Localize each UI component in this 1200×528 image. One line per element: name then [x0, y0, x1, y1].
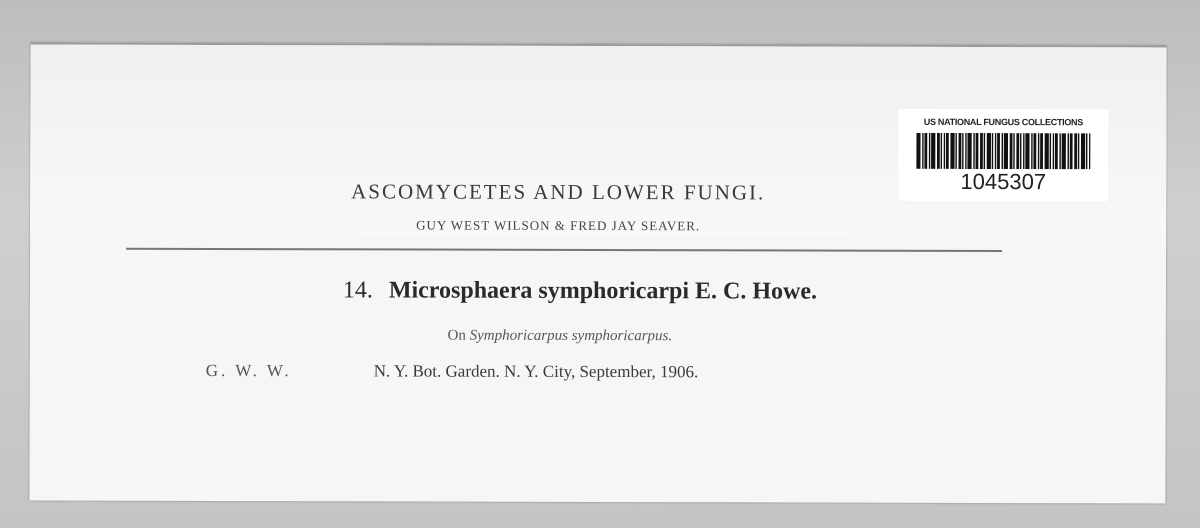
barcode-bar	[980, 133, 983, 169]
barcode-bar	[937, 133, 940, 169]
barcode-bar	[967, 133, 971, 169]
barcode-bar	[931, 133, 935, 169]
barcode-bar	[962, 133, 963, 169]
barcode-bar	[950, 133, 954, 169]
barcode-bar	[1059, 133, 1060, 169]
locality-date: N. Y. Bot. Garden. N. Y. City, September, 1906.	[373, 361, 699, 382]
barcode-bar	[1050, 133, 1051, 169]
divider-rule	[126, 248, 1002, 252]
barcode-bar	[922, 133, 923, 169]
barcode-bar	[1038, 133, 1039, 169]
barcode-bar	[955, 133, 956, 169]
barcode-bar	[1062, 133, 1066, 169]
barcode-bar	[946, 133, 949, 169]
specimen-label	[29, 43, 1166, 504]
barcode-bar	[1002, 133, 1003, 169]
species-name: Microsphaera symphoricarpi E. C. Howe.	[388, 277, 818, 305]
barcode-bar	[1010, 133, 1013, 169]
barcode-bar	[1013, 133, 1014, 169]
barcode-bar	[1086, 133, 1087, 169]
barcode-bar	[1023, 133, 1024, 169]
barcode-bar	[1078, 133, 1079, 169]
series-authors: GUY WEST WILSON & FRED JAY SEAVER.	[416, 217, 701, 234]
barcode-bar	[984, 133, 985, 169]
host-name: Symphoricarpus symphoricarpus.	[469, 327, 673, 345]
barcode-bar	[1081, 133, 1085, 169]
barcode-bar	[929, 133, 930, 169]
barcode-bar	[976, 133, 979, 169]
host-prefix: On	[447, 327, 466, 344]
barcode-bar	[1070, 133, 1073, 169]
barcode-bar	[1016, 133, 1019, 169]
barcode-bar	[916, 133, 920, 169]
collector-initials: G. W. W.	[205, 360, 292, 381]
barcode-bar	[1004, 133, 1008, 169]
barcode-bar	[958, 133, 961, 169]
barcode-bar	[997, 133, 1000, 169]
barcode-bar	[965, 133, 966, 169]
series-title: ASCOMYCETES AND LOWER FUNGI.	[351, 179, 766, 205]
species-line	[30, 277, 1130, 307]
barcode-bar	[995, 133, 996, 169]
barcode-caption: US NATIONAL FUNGUS COLLECTIONS	[923, 116, 1083, 128]
barcode-bar	[1033, 133, 1036, 169]
specimen-number: 14.	[342, 277, 373, 304]
barcode-icon	[916, 133, 1090, 169]
barcode-bar	[987, 133, 991, 169]
barcode-bar	[1055, 133, 1058, 169]
barcode-bar	[992, 133, 993, 169]
barcode-number: 1045307	[960, 168, 1047, 195]
barcode-bar	[1089, 133, 1090, 169]
barcode-bar	[1025, 133, 1029, 169]
barcode-bar	[1020, 133, 1021, 169]
host-line	[30, 327, 1090, 347]
barcode-bar	[1053, 133, 1054, 169]
barcode-bar	[924, 133, 927, 169]
barcode-bar	[1040, 133, 1043, 169]
barcode-bar	[1067, 133, 1068, 169]
barcode-bar	[941, 133, 942, 169]
barcode-bar	[1074, 133, 1077, 169]
barcode-bar	[1045, 133, 1049, 169]
barcode-bar	[973, 133, 974, 169]
barcode-bar	[1031, 133, 1032, 169]
barcode-bar	[944, 133, 945, 169]
